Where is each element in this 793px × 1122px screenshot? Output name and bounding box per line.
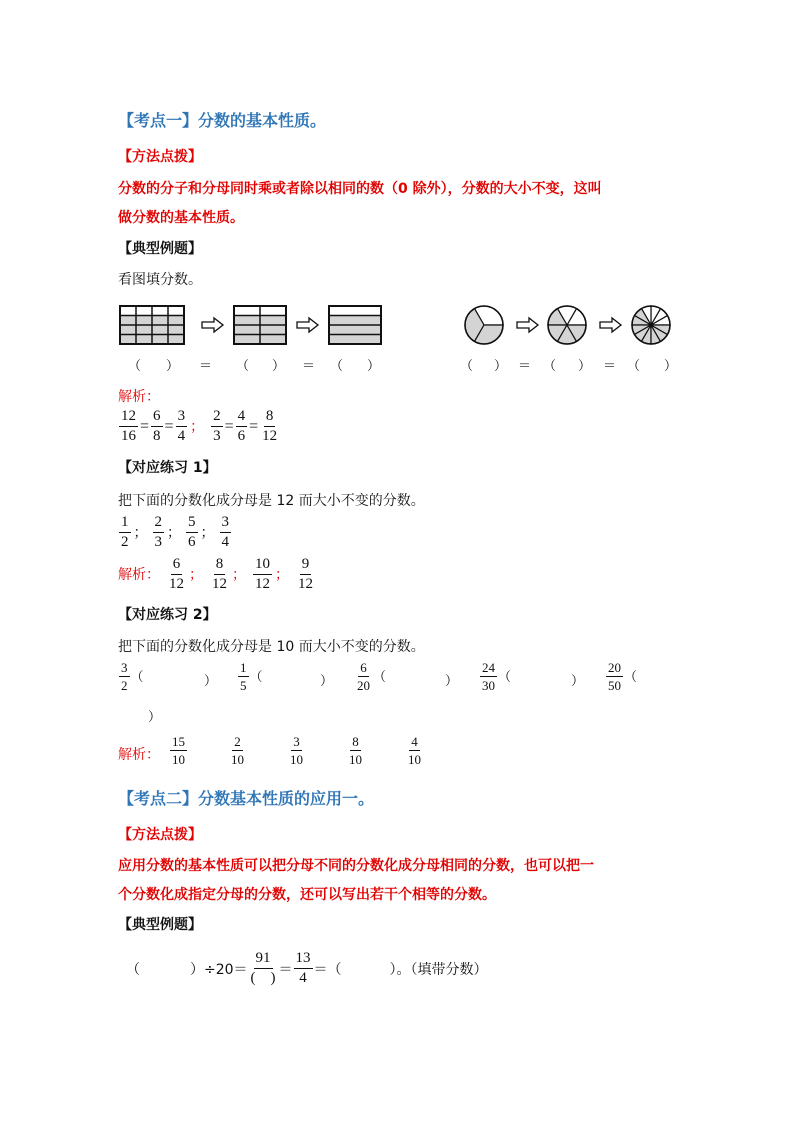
blank-close: ） [494, 359, 508, 374]
fraction: $\frac{9}{12}$ [298, 556, 313, 592]
answer-label: 解析： [118, 567, 160, 583]
blank-close: ） [367, 359, 381, 374]
equals-sign: ＝ [302, 359, 316, 374]
practice2-item: $\frac{1}{5}$ （ [240, 660, 263, 693]
fraction: $\frac{2}{10}$ [231, 734, 244, 767]
example-equation: （ ）÷20＝ $\frac{91}{( )}$ ＝ $\frac{13}{4}$ ＝（ ）。（填带分数） [126, 950, 488, 986]
blank-close: ） [148, 710, 162, 725]
fraction: $\frac{91}{( )}$ [250, 950, 276, 986]
fraction: $\frac{15}{10}$ [172, 734, 185, 767]
blank-close: ） [320, 674, 334, 689]
practice2-prompt: 把下面的分数化成分母是 10 而大小不变的分数。 [118, 639, 425, 655]
fraction: $\frac{3}{4}$ [177, 408, 186, 444]
method-text-line1: 分数的分子和分母同时乘或者除以相同的数（0 除外），分数的大小不变，这叫 [118, 181, 602, 197]
fraction: $\frac{10}{12}$ [255, 556, 270, 592]
fraction: $\frac{8}{10}$ [349, 734, 362, 767]
blank-close: ） [664, 359, 678, 374]
blank-open: （ [627, 359, 641, 374]
equals-sign: ＝ [603, 359, 617, 374]
section2-title: 【考点二】分数基本性质的应用一。 [118, 789, 375, 808]
fraction: $\frac{5}{6}$ [188, 514, 196, 550]
fraction-figures [0, 300, 793, 360]
practice2-item: $\frac{6}{20}$ （ [357, 660, 387, 693]
equals-sign: ＝ [199, 359, 213, 374]
fraction: $\frac{4}{6}$ [237, 408, 246, 444]
fraction: $\frac{12}{16}$ [121, 408, 136, 444]
blank-open: （ [128, 359, 142, 374]
practice2-item: $\frac{24}{30}$ （ [482, 660, 512, 693]
practice2-title: 【对应练习 2】 [118, 607, 217, 623]
fraction: $\frac{3}{10}$ [290, 734, 303, 767]
practice1-prompt: 把下面的分数化成分母是 12 而大小不变的分数。 [118, 493, 425, 509]
section1-title: 【考点一】分数的基本性质。 [118, 111, 327, 130]
blank-close: ） [166, 359, 180, 374]
answer-label: 解析： [118, 747, 160, 763]
blank-open: （ [460, 359, 474, 374]
equals-sign: ＝ [518, 359, 532, 374]
fraction: $\frac{13}{4}$ [295, 950, 311, 986]
answer-label: 解析： [118, 389, 160, 405]
blank-close: ） [204, 674, 218, 689]
practice2-item: $\frac{20}{50}$ （ [608, 660, 638, 693]
blank-open: （ [236, 359, 250, 374]
blank-open: （ [543, 359, 557, 374]
practice1-title: 【对应练习 1】 [118, 460, 217, 476]
fraction: $\frac{20}{50}$ [608, 660, 621, 693]
fraction: $\frac{3}{4}$ [221, 514, 229, 550]
practice1-fractions: $\frac{1}{2}$ ； $\frac{2}{3}$ ； $\frac{5}{6}$ ； $\frac{3}{4}$ [121, 514, 229, 550]
fraction: $\frac{3}{2}$ [121, 660, 128, 693]
fraction: $\frac{8}{12}$ [262, 408, 278, 444]
arrow-right-icon [600, 318, 621, 332]
method-label: 【方法点拨】 [118, 827, 202, 843]
method-text-line1: 应用分数的基本性质可以把分母不同的分数化成分母相同的分数，也可以把一 [118, 858, 594, 874]
answer-equation: $\frac{12}{16}$ = $\frac{6}{8}$ = $\frac{3}{4}$ ； $\frac{2}{3}$ = $\frac{4}{6}$ = $\frac{8}{12}$ [121, 408, 278, 444]
grid-shaded-area [329, 316, 381, 345]
arrow-right-icon [517, 318, 538, 332]
blank-close: ） [578, 359, 592, 374]
fraction: $\frac{1}{2}$ [121, 514, 129, 550]
example-label: 【典型例题】 [118, 917, 202, 933]
practice1-answer: 解析： $\frac{6}{12}$ ； $\frac{8}{12}$ ； $\frac{10}{12}$ ； $\frac{9}{12}$ [118, 556, 313, 592]
method-text-line2: 做分数的基本性质。 [118, 210, 244, 226]
fraction: $\frac{8}{12}$ [212, 556, 227, 592]
fraction: $\frac{6}{8}$ [153, 408, 161, 444]
fraction: $\frac{4}{10}$ [408, 734, 421, 767]
blank-close: ） [571, 674, 585, 689]
example-prompt: 看图填分数。 [118, 272, 202, 288]
fraction: $\frac{6}{20}$ [357, 660, 370, 693]
blank-open: （ [330, 359, 344, 374]
fraction: $\frac{24}{30}$ [482, 660, 495, 693]
method-text-line2: 个分数化成指定分母的分数，还可以写出若干个相等的分数。 [118, 887, 496, 903]
example-label: 【典型例题】 [118, 241, 202, 257]
arrow-right-icon [202, 318, 223, 332]
method-label: 【方法点拨】 [118, 149, 202, 165]
practice2-item: $\frac{3}{2}$ （ [121, 660, 144, 693]
blank-close: ） [272, 359, 286, 374]
fraction: $\frac{1}{5}$ [240, 660, 247, 693]
fraction: $\frac{2}{3}$ [213, 408, 221, 444]
arrow-right-icon [297, 318, 318, 332]
fraction: $\frac{6}{12}$ [169, 556, 184, 592]
blank-close: ） [445, 674, 459, 689]
fraction: $\frac{2}{3}$ [154, 514, 162, 550]
